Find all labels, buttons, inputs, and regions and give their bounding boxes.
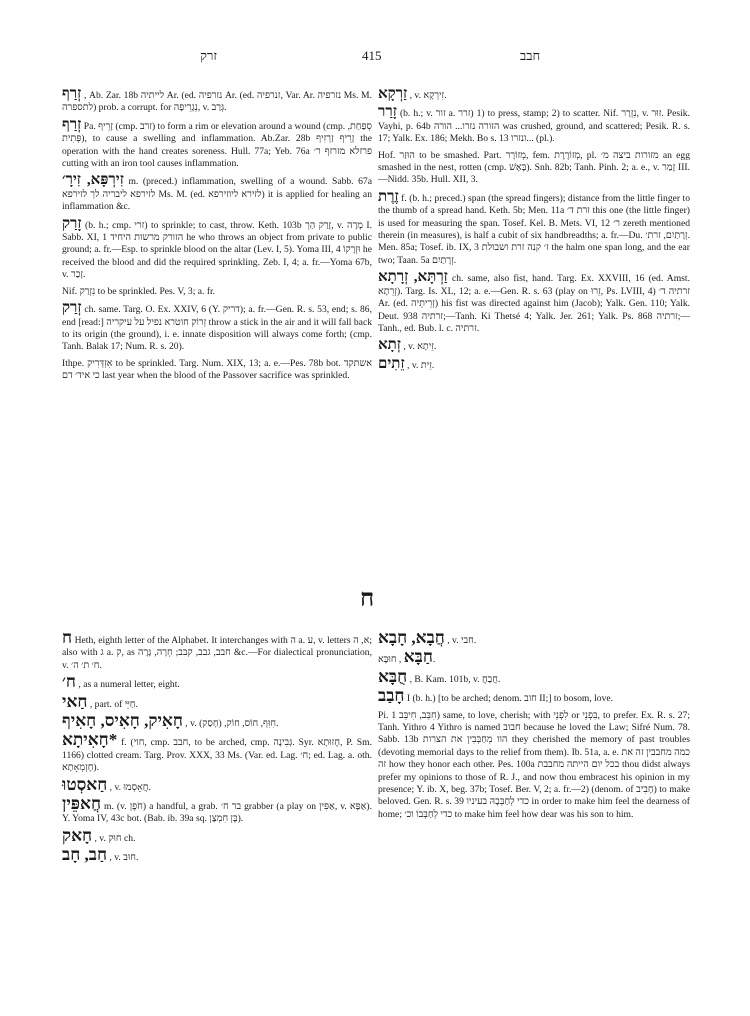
dictionary-entry: [378, 106, 690, 145]
dictionary-entry: [378, 339, 690, 353]
dictionary-entry: [378, 150, 690, 187]
entry-text: , v. זֵיתָא.: [403, 341, 437, 353]
entry-text: , v. חֲאָסְמוּ.: [109, 781, 151, 793]
entry-headword: חָבַב: [378, 686, 405, 706]
dictionary-entry: [62, 302, 372, 354]
dictionary-entry: [62, 174, 372, 213]
entry-text: m. (preced.) inflammation, swelling of a wound. Sabb. 67a לזירפא ליבריה לך לזירפא Ms. M. (ed. לזירא ליוזירפא) it is applied for healing an inflammation &c.: [62, 176, 372, 213]
dictionary-entry: [378, 188, 691, 267]
dictionary-entry: [378, 88, 690, 102]
dictionary-entry: [62, 358, 372, 383]
running-header-right: חבב: [520, 48, 541, 63]
dictionary-entry: [62, 88, 372, 115]
dictionary-entry: [62, 845, 372, 865]
entry-headword: *חָאִיתָא: [62, 730, 118, 750]
entry-headword: זַרְתָּא, זְרָתָא: [378, 269, 448, 286]
dictionary-entry: [378, 666, 690, 686]
dictionary-entry: [378, 355, 690, 372]
entry-text: Hof. הוּזַר to be smashed. Part. מְזוֹרָר, fem. מְזוֹרֶרֶת, pl. מזורות ביצה מ׳ an egg smashed in the nest, rotten (cmp. בָּאָשׁ). Snh. 82b; Tanh. Pinh. 2; a. e., v. זָמַר III.—Nidd. 35b. Hull. XII, 3.: [378, 149, 690, 186]
entry-text: Heth, eighth letter of the Alphabet. It interchanges with ה a. ע, v. letters א, ה; also with ג a. ק, as חבב, גבב, קבב; חְרָה, גָּרָה &c.—For dialectical pronunciation, v. ח׳ ת׳ ה׳.: [62, 635, 373, 671]
entry-headword: ח: [62, 628, 73, 647]
dictionary-entry: [62, 116, 372, 171]
entry-text: I (b. h.) [to be arched; denom. חוב II;] to bosom, love.: [406, 693, 614, 705]
entry-headword: חַב, חָב: [62, 845, 108, 865]
entry-headword: זָרַק: [62, 215, 82, 232]
entry-text: , v. חוּב.: [109, 852, 139, 864]
entry-text: , B. Kam. 101b, v. חֲבַחֲ.: [409, 673, 501, 685]
entry-headword: חֲבָא, חָבָא: [378, 628, 445, 647]
dictionary-entry: [378, 686, 690, 706]
dictionary-entry: [62, 825, 372, 845]
page-number: 415: [362, 48, 382, 63]
entry-text: Pa. זָרֵיף (cmp. זרב) to form a rim or elevation around a wound (cmp. סְפַחַת, פְּתִית), to cause a swelling and inflammation. Ab.Zar. 28b זָרֵיף זַרְזִיף the operation with the hand creates soreness. Hull. 77a; Yeb. 76a פרזלא מזרזף ר׳ cutting with an iron tool causes inflammation.: [62, 120, 372, 170]
entry-headword: זַרְקָא: [378, 86, 408, 102]
entry-headword: זָרַר: [378, 104, 397, 121]
entry-headword: חָאִיק, חָאִיס, חָאִיף: [62, 711, 183, 731]
entry-headword: זְרַף: [62, 86, 82, 102]
entry-headword: חַאסְטוּ: [62, 774, 108, 794]
entry-text: f. (b. h.; preced.) span (the spread fingers); distance from the little finger to the thumb of a spread hand. Keth. 5b; Men. 11a זרת ד׳ this one (the little finger) is used for measuring the span. Tosef. Kel. B. Mets. VI, 12 ר׳ zereth mentioned therein (in measures), is half a cubit of six handbreadths; a. fr.—Du. זְרָתַיִם, זרת׳. Men. 85a; Tosef. ib. IX, 3 ז׳ קנה זרת ושבולת the halm one span long, and the ear two; Taan. 5a זְרָתַיִם.: [378, 192, 691, 266]
column-4: [378, 628, 691, 825]
entry-headword: חָאק: [62, 825, 93, 845]
column-2: [378, 88, 690, 376]
entry-text: ch. same. Targ. O. Ex. XXIV, 6 (Y. דריק); a. fr.—Gen. R. s. 53, end; s. 86, end [read:] זְרוֹק חוטרא נפיל על עיקריה throw a stick in the air and it will fall back to its origin (the ground), i. e. innate disposition will always come forth; (cmp. Tanh. Balak 17; Num. R. s. 20).: [62, 304, 372, 353]
column-1: [62, 88, 372, 387]
entry-text: Ithpe. אִזְדְּרִיק to be sprinkled. Targ. Num. XIX, 13; a. e.—Pes. 78b bot. אשתקד כי איד׳ דם last year when the blood of the Passover sacrifice was sprinkled.: [62, 357, 373, 382]
dictionary-entry: [62, 774, 372, 794]
entry-text: Pi. חִבֵּב, חִיבֵּב 1) same, to love, cherish; with לִפְנֵי or בִּפְנֵי, to prefer. Ex. R. s. 27; Tanh. Yithro 4 Yithro is named חבוב because he loved the Law; Sifré Num. 78. Sabb. 13b הוו מְחַבְּבִין את הצרות they cherished the memory of past troubles (devoting memorial days to the relief from them). Ib. 51a, a. e. כמה מחבבין זה את זה how they honor each other. Pes. 100a בכל יום הייתה מחבבת thou didst always prefer my opinions to those of R. J., and now thou embracest his opinion in my presence; Y. ib. X, beg. 37b; Tosef. Ber. V, 2; a. fr.—2) (denom. of חָבִיב) to make beloved. Gen. R. s. 39 כדי לְחַבְּבָהּ בעיניו in order to make him feel the dearness of home; כדי לְחַבְּבוֹ וכ׳ to make him feel how dear was his son to him.: [378, 709, 691, 820]
entry-headword: זְרַף: [62, 116, 82, 133]
dictionary-entry: [378, 628, 690, 647]
dictionary-entry: [62, 215, 372, 282]
dictionary-entry: [378, 647, 690, 667]
dictionary-entry: [378, 710, 690, 822]
entry-text: , חוּבָּא.: [378, 654, 436, 666]
column-3: [62, 628, 373, 869]
entry-text: , part. of חַיֵּי.: [89, 698, 138, 710]
entry-text: , as a numeral letter, eight.: [78, 679, 180, 691]
entry-text: , v. זֵית.: [407, 359, 435, 371]
entry-headword: חֻבָּא: [378, 666, 408, 686]
entry-headword: זֵתִים: [378, 355, 405, 372]
entry-text: , v. חוּק ch.: [94, 832, 136, 844]
entry-headword: זֶרֶת: [378, 188, 399, 205]
entry-text: , v. זִירְקָא.: [409, 90, 447, 101]
dictionary-entry: [62, 672, 372, 692]
running-header-left: זרק: [200, 48, 217, 63]
entry-text: (b. h.; cmp. זרי) to sprinkle; to cast, throw. Keth. 103b זָרַק הַרְ, v. מָרָה I. Sabb. XI, 1 הזורק מרשות היחיד he who throws an object from private to public ground; a. fr.—Esp. to sprinkle blood on the altar (Lev. I, 5). Yoma III, 4 וּזְרָקוֹ he received the blood and did the required sprinkling. Zeb. I, 4; a. fr.—Yoma 67b, v. זָכַר.: [62, 219, 372, 281]
entry-headword: חַאי: [62, 691, 88, 711]
dictionary-entry: [378, 271, 690, 335]
entry-text: , v. חבי.: [447, 635, 477, 646]
entry-headword: זִירְפָּא, זִירָ׳: [62, 172, 124, 189]
entry-headword: חַבָּא: [403, 647, 433, 667]
entry-text: f. (חוי, cmp. חבב, to be arched, cmp. גְּבִינָה. Syr. חֶזוּתָא, P. Sm. 1166) clotted cream. Targ. Prov. XXX, 33 Ms. (Var. ed. Lag. ח׳; ed. Lag. a. oth. חֶזְמְאָתָא).: [62, 737, 373, 774]
entry-headword: זְרַק: [62, 300, 82, 317]
entry-text: (b. h.; v. זור a. זרר) 1) to press, stamp; 2) to scatter. Nif. נִזְרַר, v. זוּר. Pesik. Vayhi, p. 64b הזורה נזרו... הורה was crushed, ground, and scattered; Pesik. R. s. 17; Yalk. Ex. 186; Mekh. Bo s. 13 ונזרו... (pl.).: [378, 108, 690, 145]
entry-headword: חֲאפֵּין: [62, 794, 102, 814]
section-letter: ח: [360, 586, 375, 612]
entry-text: m. (v. חֹפֶן) a handful, a grab. בר ח׳ grabber (a play on אַפִּין, v. אַפָּא). Y. Yoma IV, 43c bot. (Bab. ib. 39a sq. בֶּן חִמְצָן).: [62, 801, 372, 825]
dictionary-entry: [62, 794, 372, 826]
dictionary-entry: [62, 286, 372, 298]
dictionary-entry: [62, 730, 373, 774]
entry-text: ch. same, also fist, hand. Targ. Ex. XXVIII, 16 (ed. Amst. זְרֵתָא). Targ. Is. XL, 12; a. e.—Gen. R. s. 63 (play on זֵרוּ, Ps. LVIII, 4) זרתיה ד׳ Ar. (ed. זְרֵיתֵיה) his fist was directed against him (Jacob); Yalk. Gen. 110; Yalk. Deut. 938 זרתיה;—Tanh. Ki Thetsé 4; Yalk. Jer. 261; Yalk. Ps. 868 זרתיה;—Tanh., ed. Bub. l. c. זרתיה.: [378, 273, 691, 334]
dictionary-entry: [62, 628, 373, 672]
dictionary-entry: [62, 691, 372, 711]
entry-headword: ח׳: [62, 672, 76, 692]
entry-text: , Ab. Zar. 18b לייתיה Ar. (ed. נזרפיה Ar. (ed. זנרפיה, Var. Ar. נזרפיה Ms. M. לתספרה) prob. a corrupt. for נְגָרֵיפָה, v. גְּרַב.: [62, 90, 372, 114]
entry-headword: זְתָא: [378, 337, 401, 354]
dictionary-entry: [62, 711, 372, 731]
entry-text: , v. חִוִּף, חוֹס, חוֹק, (חָסַק).: [185, 718, 279, 730]
entry-text: Nif. נִזְרַק to be sprinkled. Pes. V, 3; a. fr.: [62, 285, 216, 297]
